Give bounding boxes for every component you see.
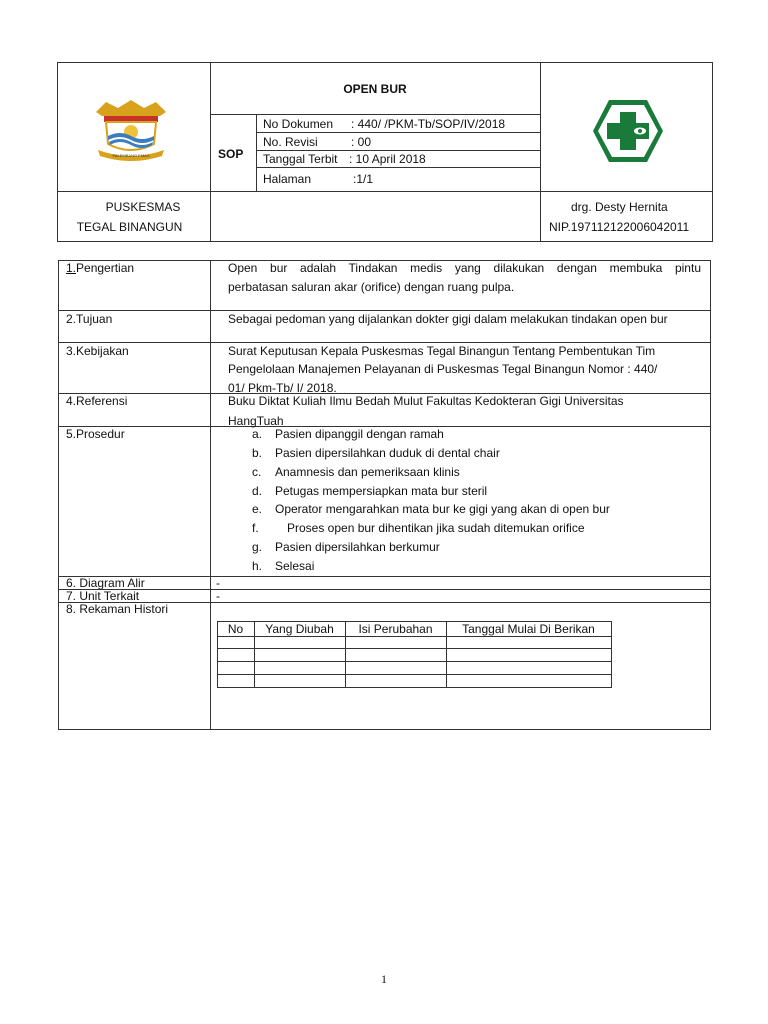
section-label-referensi: 4.Referensi xyxy=(66,394,128,408)
section-number: 1. xyxy=(66,261,77,275)
step-marker: h. xyxy=(252,559,263,573)
referensi-line2: HangTuah xyxy=(228,414,284,428)
history-header-tanggal: Tanggal Mulai Di Berikan xyxy=(462,622,595,636)
referensi-line1: Buku Diktat Kuliah Ilmu Bedah Mulut Fakultas Kedokteran Gigi Universitas xyxy=(228,394,624,408)
kebijakan-line3: 01/ Pkm-Tb/ I/ 2018. xyxy=(228,381,337,395)
doc-row-value: :1/1 xyxy=(353,172,374,186)
doc-row-label: Tanggal Terbit xyxy=(263,152,338,166)
diagram-value: - xyxy=(216,576,220,590)
section-label-rekaman: 8. Rekaman Histori xyxy=(66,602,169,616)
kebijakan-line2: Pengelolaan Manajemen Pelayanan di Puskesmas Tegal Binangun Nomor : 440/ xyxy=(228,362,658,376)
puskesmas-logo xyxy=(591,98,665,164)
step-marker: c. xyxy=(252,465,262,479)
signer-nip: NIP.197112122006042011 xyxy=(549,220,690,234)
history-header-isi-perubahan: Isi Perubahan xyxy=(358,622,433,636)
section-label-prosedur: 5.Prosedur xyxy=(66,427,125,441)
kebijakan-line1: Surat Keputusan Kepala Puskesmas Tegal Binangun Tentang Pembentukan Tim xyxy=(228,344,656,358)
org-name-line2: TEGAL BINANGUN xyxy=(76,220,183,234)
history-header-no: No xyxy=(227,622,244,636)
step-marker: e. xyxy=(252,502,263,516)
step-text: Petugas mempersiapkan mata bur steril xyxy=(275,484,488,498)
step-text: Selesai xyxy=(275,559,315,573)
step-marker: d. xyxy=(252,484,263,498)
history-header-yang-diubah: Yang Diubah xyxy=(265,622,334,636)
page-number: 1 xyxy=(381,972,387,986)
document-title: OPEN BUR xyxy=(343,82,407,96)
section-label-pengertian xyxy=(66,261,134,275)
doc-row-label: No. Revisi xyxy=(263,135,318,149)
step-text: Pasien dipersilahkan duduk di dental chair xyxy=(275,446,500,460)
section-label-kebijakan: 3.Kebijakan xyxy=(66,344,129,358)
section-label-diagram: 6. Diagram Alir xyxy=(66,576,145,590)
step-text: Proses open bur dihentikan jika sudah ditemukan orifice xyxy=(287,521,585,535)
signer-name: drg. Desty Hernita xyxy=(571,200,668,214)
pengertian-line2: perbatasan saluran akar (orifice) dengan ruang pulpa. xyxy=(228,280,515,294)
step-marker: b. xyxy=(252,446,263,460)
section-label-unit: 7. Unit Terkait xyxy=(66,589,140,603)
step-text: Anamnesis dan pemeriksaan klinis xyxy=(275,465,460,479)
pengertian-line1: Open bur adalah Tindakan medis yang dilakukan dengan membuka pintu xyxy=(228,261,701,275)
city-emblem-icon xyxy=(92,98,170,164)
section-title: Pengertian xyxy=(76,261,135,275)
step-text: Pasien dipanggil dengan ramah xyxy=(275,427,444,441)
doc-row-value: : 440/ /PKM-Tb/SOP/IV/2018 xyxy=(351,117,506,131)
step-marker: g. xyxy=(252,540,263,554)
sop-label: SOP xyxy=(218,147,244,161)
puskesmas-cross-icon xyxy=(591,98,665,164)
doc-row-value: : 00 xyxy=(351,135,372,149)
step-marker: a. xyxy=(252,427,263,441)
section-label-tujuan: 2.Tujuan xyxy=(66,312,113,326)
step-text: Operator mengarahkan mata bur ke gigi yang akan di open bur xyxy=(275,502,610,516)
doc-row-label: Halaman xyxy=(263,172,312,186)
step-marker: f. xyxy=(252,521,259,535)
step-text: Pasien dipersilahkan berkumur xyxy=(275,540,440,554)
tujuan-text: Sebagai pedoman yang dijalankan dokter gigi dalam melakukan tindakan open bur xyxy=(228,312,668,326)
doc-row-value: : 10 April 2018 xyxy=(349,152,426,166)
unit-value: - xyxy=(216,589,220,603)
city-emblem-logo xyxy=(92,98,170,164)
org-name-line1: PUSKESMAS xyxy=(105,200,181,214)
doc-row-label: No Dokumen xyxy=(263,117,334,131)
emblem-text: PALEMBANG EMAS xyxy=(112,153,150,158)
